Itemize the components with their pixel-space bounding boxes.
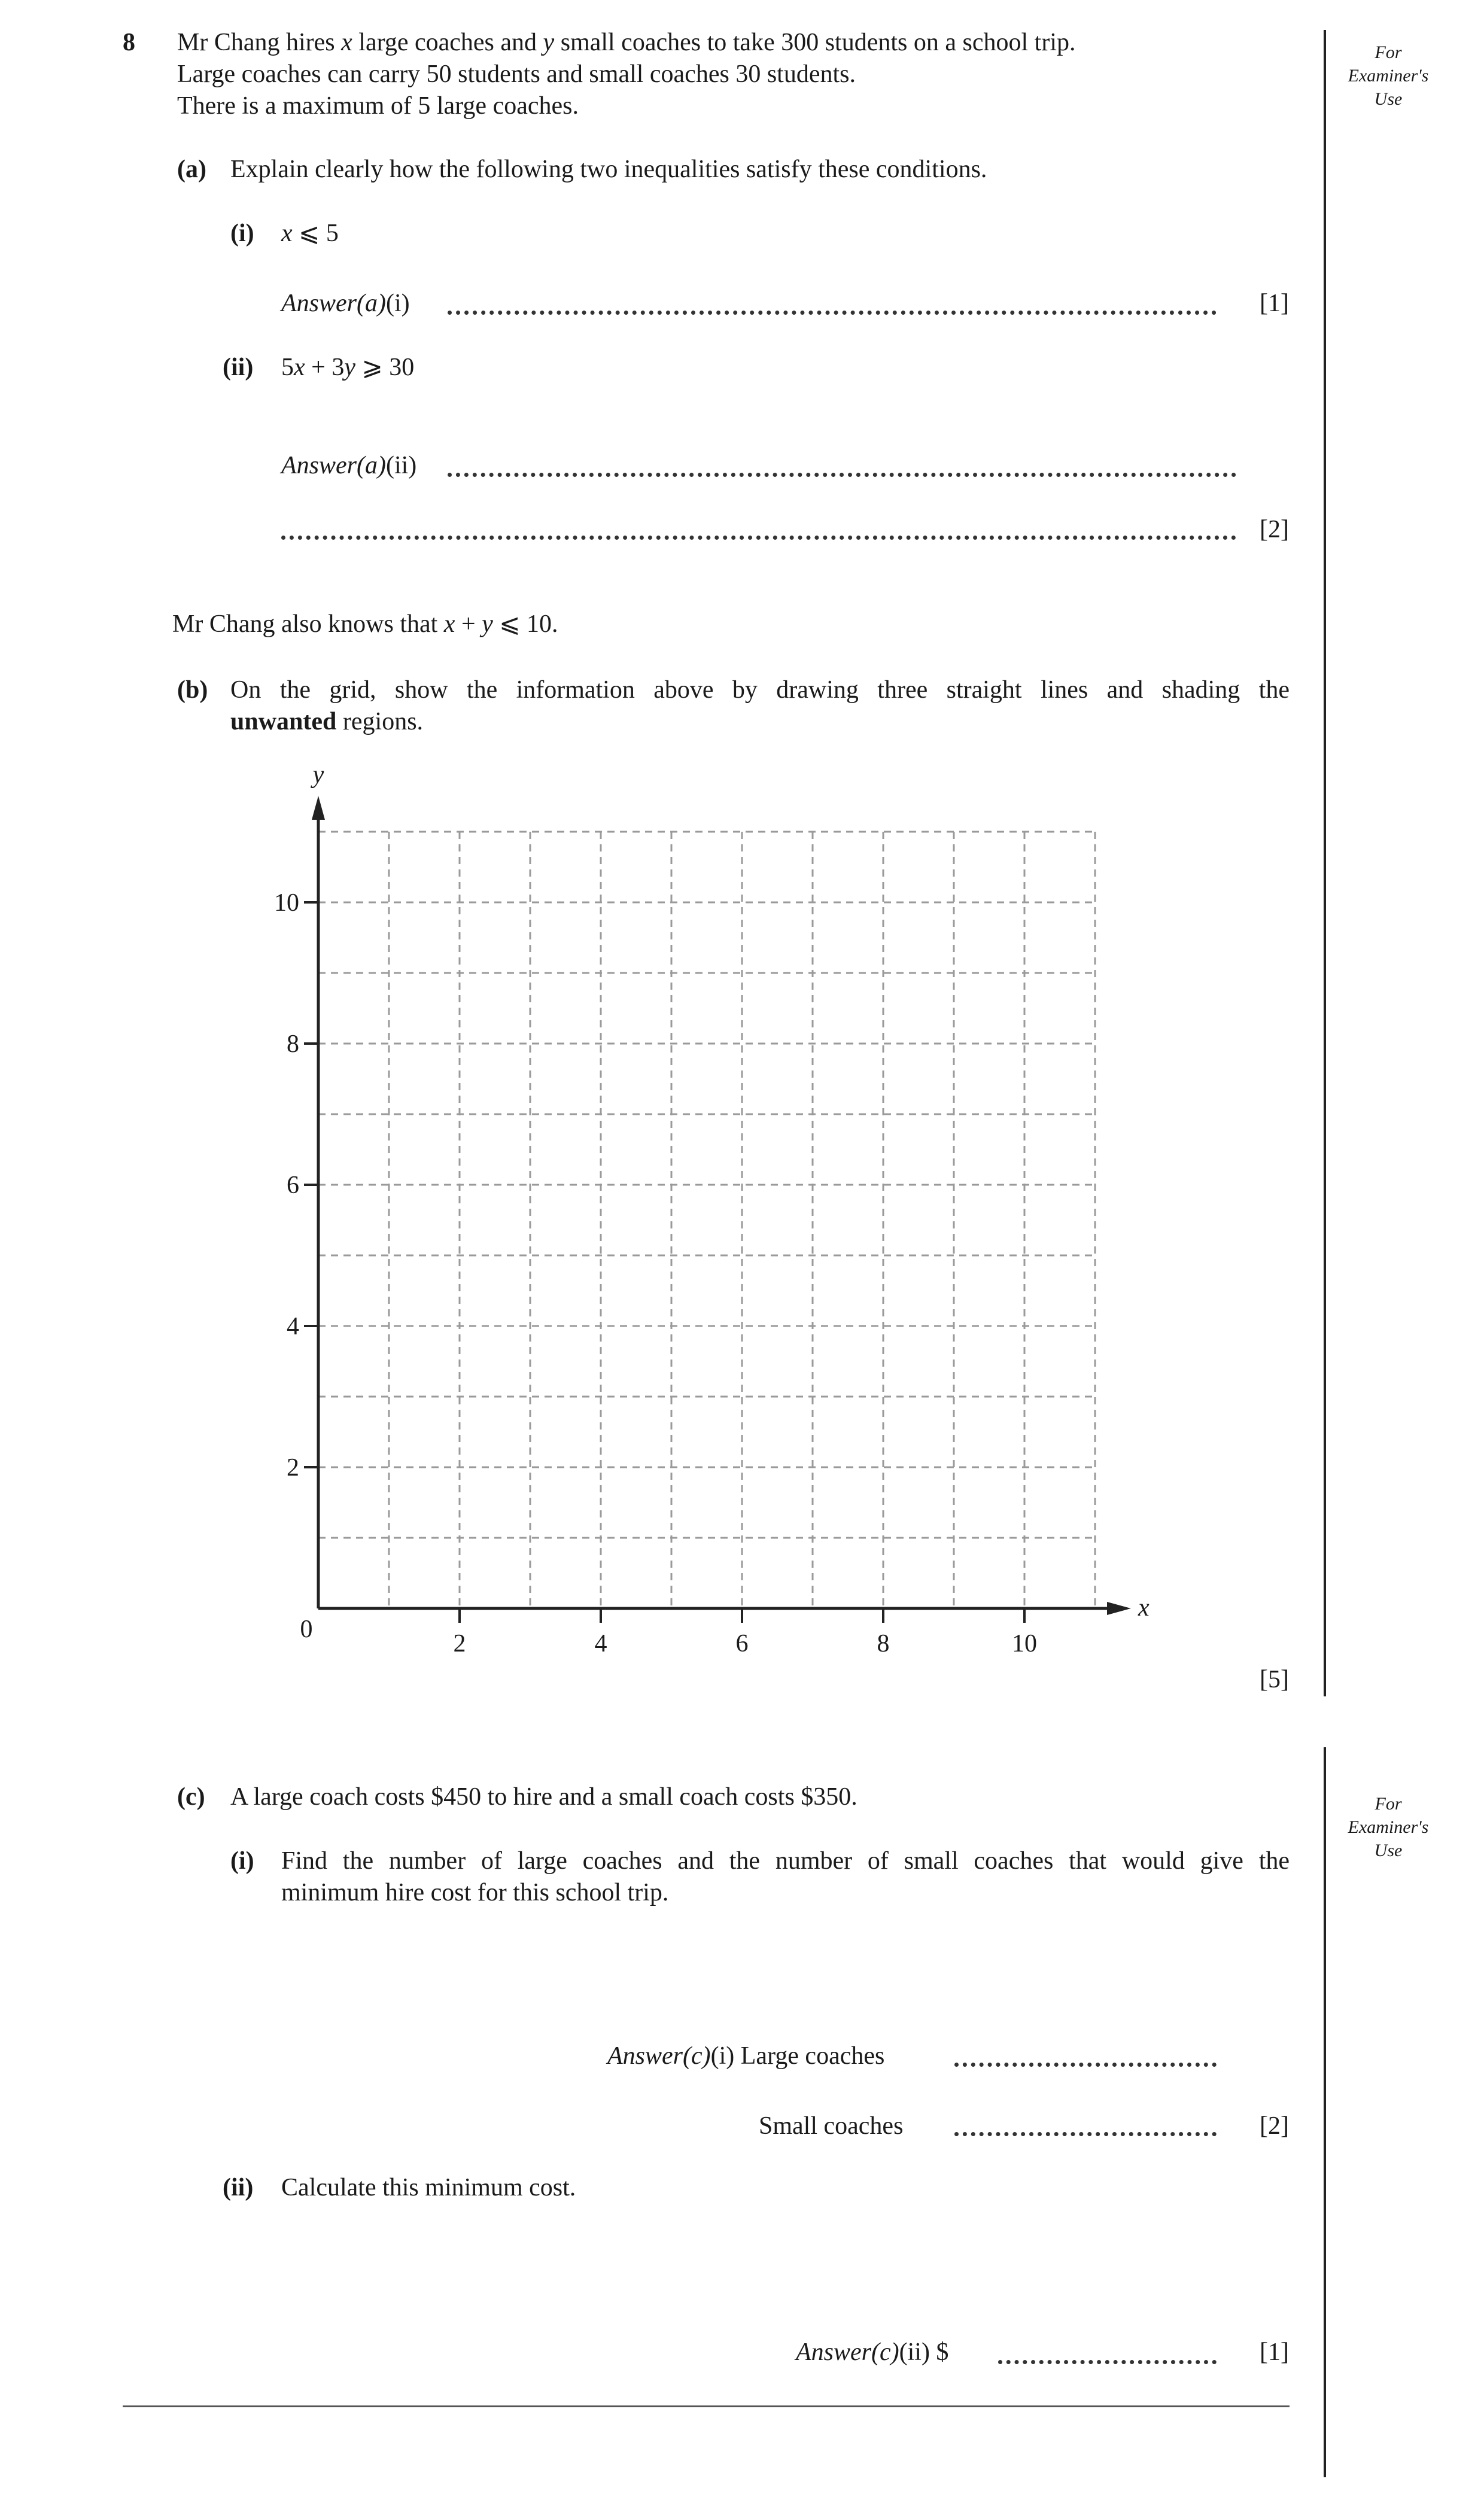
answer-a-i-line[interactable] <box>448 311 1217 315</box>
examiner-text-line: Examiner's <box>1348 66 1429 86</box>
small-coaches-label: Small coaches <box>759 2112 904 2140</box>
part-a-text: Explain clearly how the following two inequalities satisfy these conditions. <box>230 156 987 183</box>
part-a-i-inequality: x ⩽ 5 <box>281 220 339 247</box>
intro-line-3: There is a maximum of 5 large coaches. <box>177 92 579 120</box>
answer-a-ii-label: Answer(a)(ii) <box>281 452 417 479</box>
question-number: 8 <box>123 29 135 56</box>
y-tick-label: 10 <box>274 889 299 917</box>
examiner-margin-line-bottom <box>1324 1747 1326 2477</box>
grid-lines <box>318 832 1095 1608</box>
y-axis-arrow <box>312 796 325 820</box>
part-c-i-label: (i) <box>230 1847 254 1875</box>
examiner-margin-line-top <box>1324 30 1326 1696</box>
y-tick-label: 6 <box>287 1172 299 1199</box>
y-tick-label: 8 <box>287 1030 299 1058</box>
x-tick-label: 10 <box>1012 1630 1037 1657</box>
x-axis-label: x <box>1138 1594 1150 1622</box>
part-b-line-2: unwanted regions. <box>230 708 424 735</box>
also-knows-text: Mr Chang also knows that x + y ⩽ 10. <box>172 610 558 638</box>
y-tick-label: 2 <box>287 1454 299 1482</box>
answer-c-ii-label: Answer(c)(ii) $ <box>796 2338 949 2366</box>
examiner-use-box-bottom <box>1331 1792 1445 1862</box>
marks-c-ii: [1] <box>1260 2338 1289 2366</box>
marks-a-ii: [2] <box>1260 516 1289 543</box>
answer-a-i-label: Answer(a)(i) <box>281 290 410 317</box>
y-tick-label: 4 <box>287 1313 299 1340</box>
coordinate-grid[interactable] <box>227 760 1197 1669</box>
examiner-text-line: For <box>1374 1794 1402 1814</box>
part-c-text: A large coach costs $450 to hire and a small coach costs $350. <box>230 1783 857 1811</box>
x-tick-label: 2 <box>453 1630 466 1657</box>
x-tick-label: 4 <box>594 1630 607 1657</box>
x-axis-arrow <box>1107 1602 1131 1615</box>
part-c-i-line-2: minimum hire cost for this school trip. <box>281 1879 669 1906</box>
examiner-text-line: Examiner's <box>1348 1817 1429 1837</box>
part-c-ii-text: Calculate this minimum cost. <box>281 2174 576 2201</box>
page-bottom-rule <box>123 2405 1290 2407</box>
marks-b: [5] <box>1260 1666 1289 1693</box>
origin-label: 0 <box>300 1616 313 1643</box>
x-tick-label: 8 <box>877 1630 890 1657</box>
part-c-label: (c) <box>177 1783 205 1811</box>
part-a-label: (a) <box>177 156 206 183</box>
y-axis-label: y <box>312 761 324 789</box>
x-tick-label: 6 <box>735 1630 749 1657</box>
examiner-use-box-top <box>1331 41 1445 111</box>
answer-c-i-large-line[interactable] <box>954 2063 1217 2067</box>
part-b-line-1: On the grid, show the information above by drawing three straight lines and shading the <box>230 676 1290 704</box>
examiner-text-line: Use <box>1374 1841 1403 1860</box>
part-b-label: (b) <box>177 676 208 704</box>
marks-a-i: [1] <box>1260 290 1289 317</box>
examiner-text-line: Use <box>1374 89 1403 109</box>
part-a-ii-label: (ii) <box>223 354 254 381</box>
marks-c-i: [2] <box>1260 2112 1289 2140</box>
intro-line-2: Large coaches can carry 50 students and small coaches 30 students. <box>177 60 856 88</box>
answer-c-i-label: Answer(c)(i) Large coaches <box>607 2042 885 2070</box>
answer-c-ii-line[interactable] <box>998 2360 1217 2364</box>
part-c-ii-label: (ii) <box>223 2174 254 2201</box>
answer-a-ii-line-1[interactable] <box>448 473 1236 477</box>
examiner-text-line: For <box>1374 42 1402 62</box>
part-c-i-line-1: Find the number of large coaches and the number of small coaches that would give the <box>281 1847 1290 1875</box>
intro-line-1: Mr Chang hires x large coaches and y small coaches to take 300 students on a school trip. <box>177 29 1076 56</box>
part-a-i-label: (i) <box>230 220 254 247</box>
part-a-ii-inequality: 5x + 3y ⩾ 30 <box>281 354 415 381</box>
answer-a-ii-line-2[interactable] <box>281 536 1236 540</box>
answer-c-i-small-line[interactable] <box>954 2132 1217 2136</box>
